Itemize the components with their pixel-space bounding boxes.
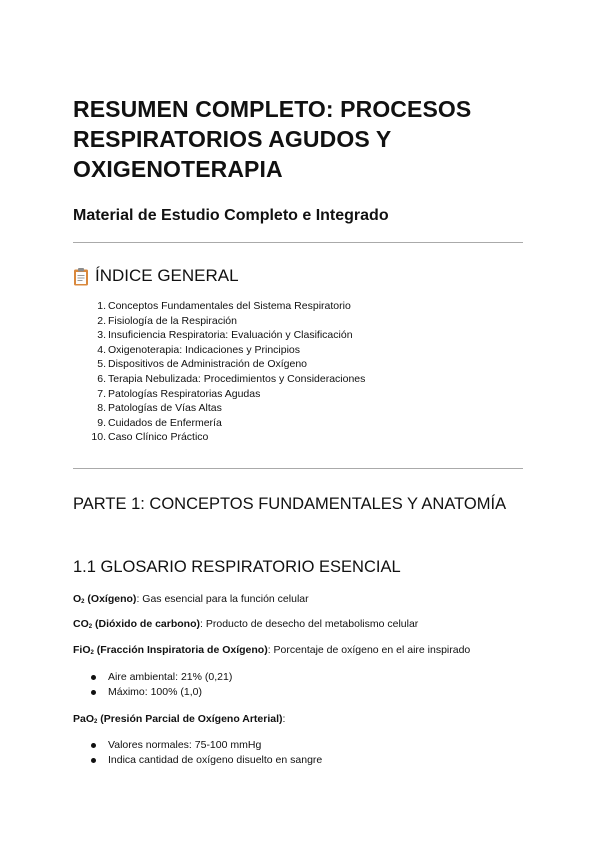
clipboard-icon bbox=[73, 267, 89, 286]
glossary-entry-o2: $O_2$ (Oxígeno): Gas esencial para la función celular bbox=[73, 593, 309, 605]
index-item-2: 2. Fisiología de la Respiración bbox=[97, 314, 237, 327]
glossary-entry-co2: $CO_2$ (Dióxido de carbono): Producto de desecho del metabolismo celular bbox=[73, 618, 419, 630]
index-item-7: 7. Patologías Respiratorias Agudas bbox=[97, 387, 261, 400]
section-heading: 1.1 GLOSARIO RESPIRATORIO ESENCIAL bbox=[73, 558, 401, 576]
list-item: Valores normales: 75-100 mmHg bbox=[73, 738, 322, 753]
list-item: Máximo: 100% (1,0) bbox=[73, 685, 232, 700]
document-subtitle: Material de Estudio Completo e Integrado bbox=[73, 207, 389, 224]
index-heading bbox=[73, 264, 239, 288]
divider bbox=[73, 468, 523, 469]
glossary-entry-fio2: FiO$_2$ (Fracción Inspiratoria de Oxígeno): Porcentaje de oxígeno en el aire inspirado bbox=[73, 644, 471, 656]
glossary-entry-pao2: PaO$_2$ (Presión Parcial de Oxígeno Arterial): bbox=[73, 713, 286, 725]
index-item-4: 4. Oxigenoterapia: Indicaciones y Principios bbox=[97, 343, 301, 356]
list-item: Aire ambiental: 21% (0,21) bbox=[73, 670, 232, 685]
pao2-bullet-list bbox=[73, 738, 322, 768]
index-item-1: 1. Conceptos Fundamentales del Sistema Respiratorio bbox=[97, 300, 351, 312]
index-item-5: 5. Dispositivos de Administración de Oxígeno bbox=[97, 358, 308, 371]
part-heading: PARTE 1: CONCEPTOS FUNDAMENTALES Y ANATOMÍA bbox=[73, 495, 507, 513]
index-heading-text: ÍNDICE GENERAL bbox=[95, 266, 239, 285]
document-title: RESUMEN COMPLETO: PROCESOS RESPIRATORIOS AGUDOS Y OXIGENOTERAPIA bbox=[73, 96, 472, 182]
divider bbox=[73, 242, 523, 243]
index-list bbox=[73, 299, 365, 445]
fio2-bullet-list bbox=[73, 670, 232, 700]
index-item-8: 8. Patologías de Vías Altas bbox=[97, 402, 222, 415]
index-item-9: 9. Cuidados de Enfermería bbox=[97, 416, 222, 429]
index-item-6: 6. Terapia Nebulizada: Procedimientos y Consideraciones bbox=[97, 372, 366, 385]
index-item-3: 3. Insuficiencia Respiratoria: Evaluación y Clasificación bbox=[97, 329, 353, 342]
index-item-10: 10. Caso Clínico Práctico bbox=[91, 431, 209, 444]
list-item: Indica cantidad de oxígeno disuelto en sangre bbox=[73, 753, 322, 768]
